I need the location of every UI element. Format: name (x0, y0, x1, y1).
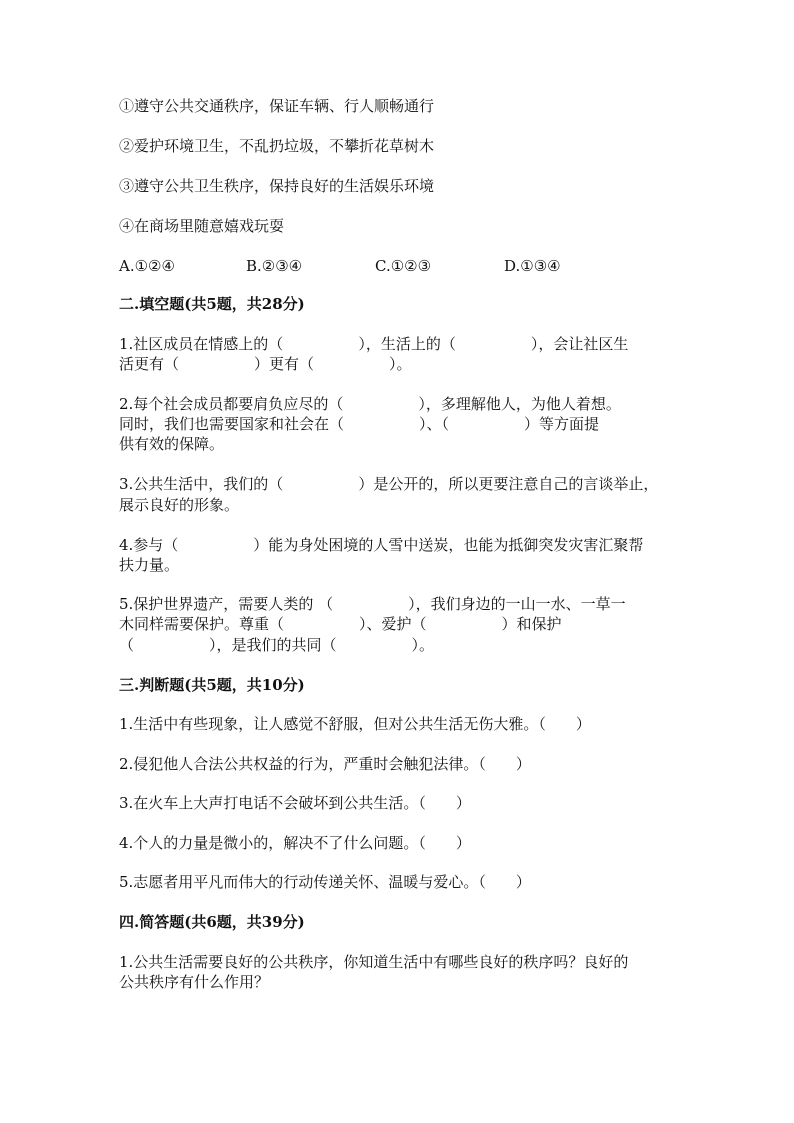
fill-q1-line2: 活更有（ ）更有（ ）。 (119, 355, 412, 373)
short-q1-line2: 公共秩序有什么作用？ (119, 973, 270, 991)
short-q1-line1: 1.公共生活需要良好的公共秩序，你知道生活中有哪些良好的秩序吗？良好的 (119, 953, 629, 971)
choice-item-1: ①遵守公共交通秩序，保证车辆、行人顺畅通行 (119, 97, 435, 115)
section-3-heading: 三.判断题(共5题，共10分) (119, 676, 305, 694)
fill-q5-line3: （ ），是我们的共同（ ）。 (119, 636, 435, 654)
judge-q1: 1.生活中有些现象，让人感觉不舒服，但对公共生活无伤大雅。（ ） (119, 715, 591, 733)
fill-q5-line2: 木同样需要保护。尊重（ ）、爱护（ ）和保护 (119, 615, 562, 633)
fill-q2-line3: 供有效的保障。 (119, 435, 225, 453)
fill-q1-line1: 1.社区成员在情感上的（ ），生活上的（ ），会让社区生 (119, 335, 629, 353)
judge-q5: 5.志愿者用平凡而伟大的行动传递关怀、温暖与爱心。（ ） (119, 873, 531, 891)
section-2-heading: 二.填空题(共5题，共28分) (119, 295, 305, 313)
option-a: A.①②④ (119, 257, 175, 275)
option-c: C.①②③ (375, 257, 432, 275)
fill-q2-line2: 同时，我们也需要国家和社会在（ ）、（ ）等方面提 (119, 415, 600, 433)
section-4-heading: 四.简答题(共6题，共39分) (119, 913, 305, 931)
judge-q2: 2.侵犯他人合法公共权益的行为，严重时会触犯法律。（ ） (119, 755, 531, 773)
choice-item-2: ②爱护环境卫生，不乱扔垃圾，不攀折花草树木 (119, 137, 435, 155)
fill-q3-line1: 3.公共生活中，我们的（ ）是公开的，所以更要注意自己的言谈举止， (119, 475, 659, 493)
fill-q5-line1: 5.保护世界遗产，需要人类的 （ ），我们身边的一山一水、一草一 (119, 595, 626, 613)
option-b: B.②③④ (246, 257, 303, 275)
fill-q3-line2: 展示良好的形象。 (119, 496, 240, 514)
judge-q4: 4.个人的力量是微小的，解决不了什么问题。（ ） (119, 834, 471, 852)
choice-item-3: ③遵守公共卫生秩序，保持良好的生活娱乐环境 (119, 177, 435, 195)
fill-q4-line1: 4.参与（ ）能为身处困境的人雪中送炭，也能为抵御突发灾害汇聚帮 (119, 536, 644, 554)
fill-q4-line2: 扶力量。 (119, 556, 180, 574)
fill-q2-line1: 2.每个社会成员都要肩负应尽的（ ），多理解他人，为他人着想。 (119, 395, 621, 413)
judge-q3: 3.在火车上大声打电话不会破坏到公共生活。（ ） (119, 794, 471, 812)
option-d: D.①③④ (504, 257, 561, 275)
answer-options (119, 256, 719, 277)
choice-item-4: ④在商场里随意嬉戏玩耍 (119, 217, 285, 235)
